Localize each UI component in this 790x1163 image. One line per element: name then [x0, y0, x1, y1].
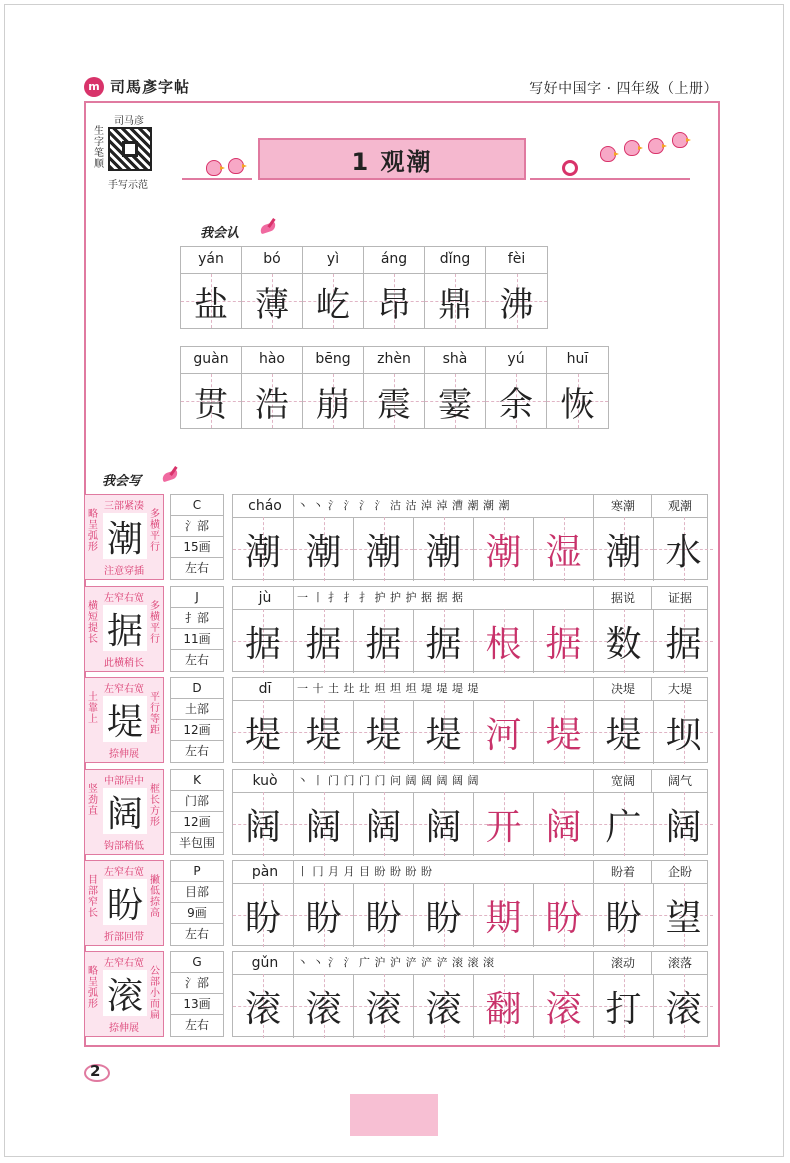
practice-character: 盼 [365, 897, 402, 939]
chick-icon [228, 158, 244, 174]
example-word: 大堤 [667, 682, 692, 696]
practice-character: 盼 [305, 897, 342, 939]
tip-bottom: 注意穿插 [104, 566, 144, 577]
pinyin: bēng [303, 347, 363, 374]
practice-cell [593, 974, 653, 1038]
stroke-order: 丶 丶 氵 氵 广 沪 沪 浐 浐 浐 滚 滚 滚 [297, 956, 495, 969]
qr-brand: 司马彦 [114, 116, 144, 127]
practice-cell [653, 883, 713, 947]
practice-character: 据 [305, 623, 342, 665]
practice-cell [413, 609, 473, 673]
index-letter: C [171, 495, 223, 516]
recognize-cell [364, 247, 425, 328]
practice-cell [653, 792, 713, 856]
recognize-cell [364, 347, 425, 428]
recognize-cell [486, 247, 547, 328]
character: 浩 [242, 374, 302, 428]
pinyin: yán [181, 247, 241, 274]
chick-icon [624, 140, 640, 156]
write-row [84, 769, 708, 855]
practice-cell [593, 700, 653, 764]
brand-logo-icon: m [84, 77, 104, 97]
pinyin: dī [258, 681, 272, 697]
egg-icon [562, 160, 578, 176]
character: 屹 [303, 274, 363, 328]
practice-cell [293, 974, 353, 1038]
divider [293, 952, 294, 974]
radical: 目部 [171, 882, 223, 903]
character: 震 [364, 374, 424, 428]
tip-top: 左窄右宽 [104, 958, 144, 969]
model-character: 盼 [103, 879, 147, 925]
index-letter: G [171, 952, 223, 973]
character: 余 [486, 374, 546, 428]
structure: 半包围 [178, 836, 215, 850]
stroke-order: 丶 丶 氵 氵 氵 氵 沽 沽 淖 淖 漕 潮 潮 潮 [297, 499, 510, 512]
tip-left: 略呈弧形 [88, 509, 98, 553]
stroke-count: 12画 [171, 812, 223, 833]
practice-character: 滚 [545, 988, 582, 1030]
practice-character: 水 [665, 531, 702, 573]
practice-cell [413, 700, 473, 764]
pinyin: gǔn [251, 955, 279, 971]
practice-character: 潮 [365, 531, 402, 573]
model-character: 潮 [103, 513, 147, 559]
practice-character: 广 [605, 806, 642, 848]
book-title: 写好中国字 · 四年级（上册） [529, 81, 718, 97]
recognize-cell [303, 247, 364, 328]
character: 盐 [181, 274, 241, 328]
stroke-order: 丶 丨 门 门 门 门 问 阔 阔 阔 阔 阔 [297, 774, 479, 787]
character: 霎 [425, 374, 485, 428]
tip-bottom: 捺伸展 [109, 1023, 139, 1034]
recognize-cell [181, 347, 242, 428]
divider [293, 770, 294, 792]
practice-grid [232, 769, 708, 855]
practice-character: 潮 [425, 531, 462, 573]
structure: 左右 [184, 744, 209, 758]
practice-character: 潮 [305, 531, 342, 573]
practice-character: 据 [244, 623, 281, 665]
model-character: 堤 [103, 696, 147, 742]
practice-character: 河 [485, 714, 522, 756]
recognize-cell [303, 347, 364, 428]
tip-right: 多横平行 [150, 601, 160, 645]
qr-block [92, 112, 172, 192]
character-info [170, 494, 224, 580]
banner-deco-line-right [530, 178, 690, 180]
practice-character: 期 [485, 897, 522, 939]
tip-left: 略呈弧形 [88, 966, 98, 1010]
radical: 氵部 [171, 516, 223, 537]
practice-character: 根 [485, 623, 522, 665]
banner-deco-line-left [182, 178, 252, 180]
recognize-cell [181, 247, 242, 328]
example-word: 盼着 [610, 865, 635, 879]
chick-icon [206, 160, 222, 176]
writing-tip-box [84, 677, 164, 763]
tip-bottom: 钩部稍低 [104, 841, 144, 852]
example-word: 企盼 [667, 865, 692, 879]
chick-icon [672, 132, 688, 148]
character: 贯 [181, 374, 241, 428]
practice-cell [533, 609, 593, 673]
example-word: 证据 [667, 591, 692, 605]
pinyin: kuò [252, 773, 278, 789]
pinyin: dǐng [425, 247, 485, 274]
write-row [84, 951, 708, 1037]
tip-right: 多横平行 [150, 509, 160, 553]
tip-top: 左窄右宽 [104, 593, 144, 604]
stroke-count: 15画 [171, 537, 223, 558]
practice-character: 据 [665, 623, 702, 665]
tip-bottom: 捺伸展 [109, 749, 139, 760]
structure: 左右 [184, 561, 209, 575]
pencil-hand-icon [258, 218, 280, 234]
practice-cell [653, 517, 713, 581]
practice-cell [653, 974, 713, 1038]
index-letter: P [171, 861, 223, 882]
practice-character: 据 [425, 623, 462, 665]
practice-cell [473, 974, 533, 1038]
chick-icon [600, 146, 616, 162]
character-info [170, 860, 224, 946]
practice-character: 盼 [605, 897, 642, 939]
practice-cell [233, 700, 293, 764]
radical: 土部 [171, 699, 223, 720]
practice-cell [293, 883, 353, 947]
brand [84, 76, 190, 97]
index-letter: J [171, 587, 223, 608]
pinyin: huī [547, 347, 608, 374]
practice-character: 堤 [545, 714, 582, 756]
character-info [170, 586, 224, 672]
practice-character: 坝 [665, 714, 702, 756]
practice-grid [232, 586, 708, 672]
recognize-cell [242, 247, 303, 328]
practice-cell [353, 700, 413, 764]
recognize-cell [425, 347, 486, 428]
practice-cell [353, 883, 413, 947]
tip-bottom: 此横稍长 [104, 658, 144, 669]
tip-top: 左窄右宽 [104, 684, 144, 695]
practice-cell [533, 792, 593, 856]
tip-left: 目部窄长 [88, 875, 98, 919]
writing-tip-box [84, 586, 164, 672]
practice-character: 滚 [365, 988, 402, 1030]
practice-grid [232, 677, 708, 763]
practice-cell [353, 517, 413, 581]
practice-character: 阔 [305, 806, 342, 848]
stroke-count: 11画 [171, 629, 223, 650]
character: 薄 [242, 274, 302, 328]
practice-character: 阔 [244, 806, 281, 848]
recognize-cell [242, 347, 303, 428]
practice-grid [232, 494, 708, 580]
write-section-label: 我会写 [102, 474, 142, 489]
example-word: 宽阔 [610, 774, 635, 788]
write-row [84, 494, 708, 580]
structure: 左右 [184, 1018, 209, 1032]
writing-tip-box [84, 769, 164, 855]
pinyin: cháo [248, 498, 282, 514]
character-info [170, 769, 224, 855]
bottom-border-rule [84, 1045, 720, 1047]
practice-cell [293, 792, 353, 856]
example-word: 据说 [610, 591, 635, 605]
recognize-cell [486, 347, 547, 428]
write-row [84, 677, 708, 763]
radical: 扌部 [171, 608, 223, 629]
practice-character: 阔 [545, 806, 582, 848]
character: 鼎 [425, 274, 485, 328]
practice-character: 数 [605, 623, 642, 665]
divider [293, 678, 294, 700]
recognize-cell [547, 347, 608, 428]
practice-cell [413, 792, 473, 856]
practice-character: 潮 [485, 531, 522, 573]
practice-cell [353, 792, 413, 856]
practice-character: 堤 [425, 714, 462, 756]
stroke-count: 13画 [171, 994, 223, 1015]
radical: 氵部 [171, 973, 223, 994]
tip-top: 三部紧凑 [104, 501, 144, 512]
writing-tip-box [84, 494, 164, 580]
practice-character: 阔 [665, 806, 702, 848]
pinyin: hào [242, 347, 302, 374]
practice-grid [232, 860, 708, 946]
tip-right: 撇低捺高 [150, 875, 160, 919]
pinyin: zhèn [364, 347, 424, 374]
tip-left: 横短提长 [88, 601, 98, 645]
example-word: 决堤 [610, 682, 635, 696]
practice-cell [293, 700, 353, 764]
stroke-order: 一 丨 扌 扌 扌 护 护 护 据 据 据 [297, 591, 464, 604]
write-row [84, 860, 708, 946]
pinyin: jù [258, 590, 272, 606]
divider [293, 587, 294, 609]
tip-right: 框长方形 [150, 784, 160, 828]
practice-cell [533, 700, 593, 764]
practice-character: 盼 [425, 897, 462, 939]
example-word: 阔气 [667, 774, 692, 788]
pinyin: yú [486, 347, 546, 374]
practice-cell [473, 792, 533, 856]
practice-cell [413, 974, 473, 1038]
index-letter: K [171, 770, 223, 791]
qr-caption: 手写示范 [108, 180, 148, 191]
recognize-row-1 [180, 246, 548, 329]
practice-grid [232, 951, 708, 1037]
character: 沸 [486, 274, 547, 328]
practice-character: 阔 [365, 806, 402, 848]
index-letter: D [171, 678, 223, 699]
practice-cell [533, 883, 593, 947]
practice-character: 滚 [244, 988, 281, 1030]
practice-cell [533, 517, 593, 581]
practice-character: 盼 [244, 897, 281, 939]
character: 崩 [303, 374, 363, 428]
practice-character: 盼 [545, 897, 582, 939]
tip-right: 公部小而扁 [150, 966, 160, 1021]
practice-character: 滚 [305, 988, 342, 1030]
practice-cell [233, 974, 293, 1038]
practice-character: 堤 [605, 714, 642, 756]
practice-cell [473, 700, 533, 764]
practice-character: 湿 [545, 531, 582, 573]
character-info [170, 677, 224, 763]
practice-cell [353, 974, 413, 1038]
recognize-section-label: 我会认 [200, 226, 240, 241]
tip-bottom: 折部回带 [104, 932, 144, 943]
page-number: 2 [90, 1062, 101, 1080]
practice-character: 滚 [665, 988, 702, 1030]
practice-cell [293, 517, 353, 581]
practice-cell [473, 609, 533, 673]
pencil-hand-icon [160, 466, 182, 482]
example-word: 滚落 [667, 956, 692, 970]
practice-cell [593, 517, 653, 581]
practice-cell [233, 609, 293, 673]
practice-cell [293, 609, 353, 673]
qr-side-text: 生字笔顺 [94, 126, 104, 170]
structure: 左右 [184, 927, 209, 941]
practice-character: 翻 [485, 988, 522, 1030]
tip-left: 土靠上 [88, 692, 98, 725]
practice-cell [653, 609, 713, 673]
practice-cell [353, 609, 413, 673]
practice-character: 阔 [425, 806, 462, 848]
pinyin: fèi [486, 247, 547, 274]
practice-cell [593, 792, 653, 856]
recognize-cell [425, 247, 486, 328]
practice-cell [473, 883, 533, 947]
practice-character: 潮 [605, 531, 642, 573]
example-word: 滚动 [610, 956, 635, 970]
tip-top: 中部居中 [104, 776, 144, 787]
chick-icon [648, 138, 664, 154]
practice-character: 堤 [305, 714, 342, 756]
page-header [84, 74, 720, 100]
footer-tab [350, 1094, 438, 1136]
pinyin: yì [303, 247, 363, 274]
practice-character: 望 [665, 897, 702, 939]
radical: 门部 [171, 791, 223, 812]
recognize-row-2 [180, 346, 609, 429]
divider [293, 861, 294, 883]
stroke-order: 丨 冂 月 月 目 盼 盼 盼 盼 [297, 865, 433, 878]
practice-character: 开 [485, 806, 522, 848]
lesson-title: 1 观潮 [258, 138, 526, 180]
practice-character: 潮 [244, 531, 281, 573]
divider [293, 495, 294, 517]
pinyin: guàn [181, 347, 241, 374]
practice-character: 据 [365, 623, 402, 665]
practice-cell [593, 609, 653, 673]
tip-left: 竖劲直 [88, 784, 98, 817]
model-character: 滚 [103, 970, 147, 1016]
practice-cell [233, 883, 293, 947]
stroke-order: 一 十 土 圵 圵 坦 坦 坦 堤 堤 堤 堤 [297, 682, 479, 695]
stroke-count: 9画 [171, 903, 223, 924]
example-word: 观潮 [667, 499, 692, 513]
practice-cell [233, 517, 293, 581]
practice-cell [533, 974, 593, 1038]
pinyin: shà [425, 347, 485, 374]
writing-tip-box [84, 951, 164, 1037]
example-word: 寒潮 [610, 499, 635, 513]
header-rule [84, 101, 720, 103]
practice-character: 堤 [244, 714, 281, 756]
practice-cell [473, 517, 533, 581]
practice-cell [413, 883, 473, 947]
practice-cell [653, 700, 713, 764]
practice-character: 打 [605, 988, 642, 1030]
stroke-count: 12画 [171, 720, 223, 741]
right-border-rule [718, 101, 720, 1047]
brand-name: 司馬彥字帖 [110, 78, 191, 96]
character-info [170, 951, 224, 1037]
model-character: 阔 [103, 788, 147, 834]
pinyin: pàn [251, 864, 279, 880]
pinyin: áng [364, 247, 424, 274]
structure: 左右 [184, 653, 209, 667]
write-row [84, 586, 708, 672]
character: 恢 [547, 374, 608, 428]
writing-tip-box [84, 860, 164, 946]
qr-code-icon[interactable] [108, 127, 152, 171]
practice-cell [593, 883, 653, 947]
practice-character: 滚 [425, 988, 462, 1030]
tip-right: 平行等距 [150, 692, 160, 736]
character: 昂 [364, 274, 424, 328]
practice-cell [413, 517, 473, 581]
tip-top: 左窄右宽 [104, 867, 144, 878]
practice-character: 堤 [365, 714, 402, 756]
practice-character: 据 [545, 623, 582, 665]
practice-cell [233, 792, 293, 856]
pinyin: bó [242, 247, 302, 274]
model-character: 据 [103, 605, 147, 651]
